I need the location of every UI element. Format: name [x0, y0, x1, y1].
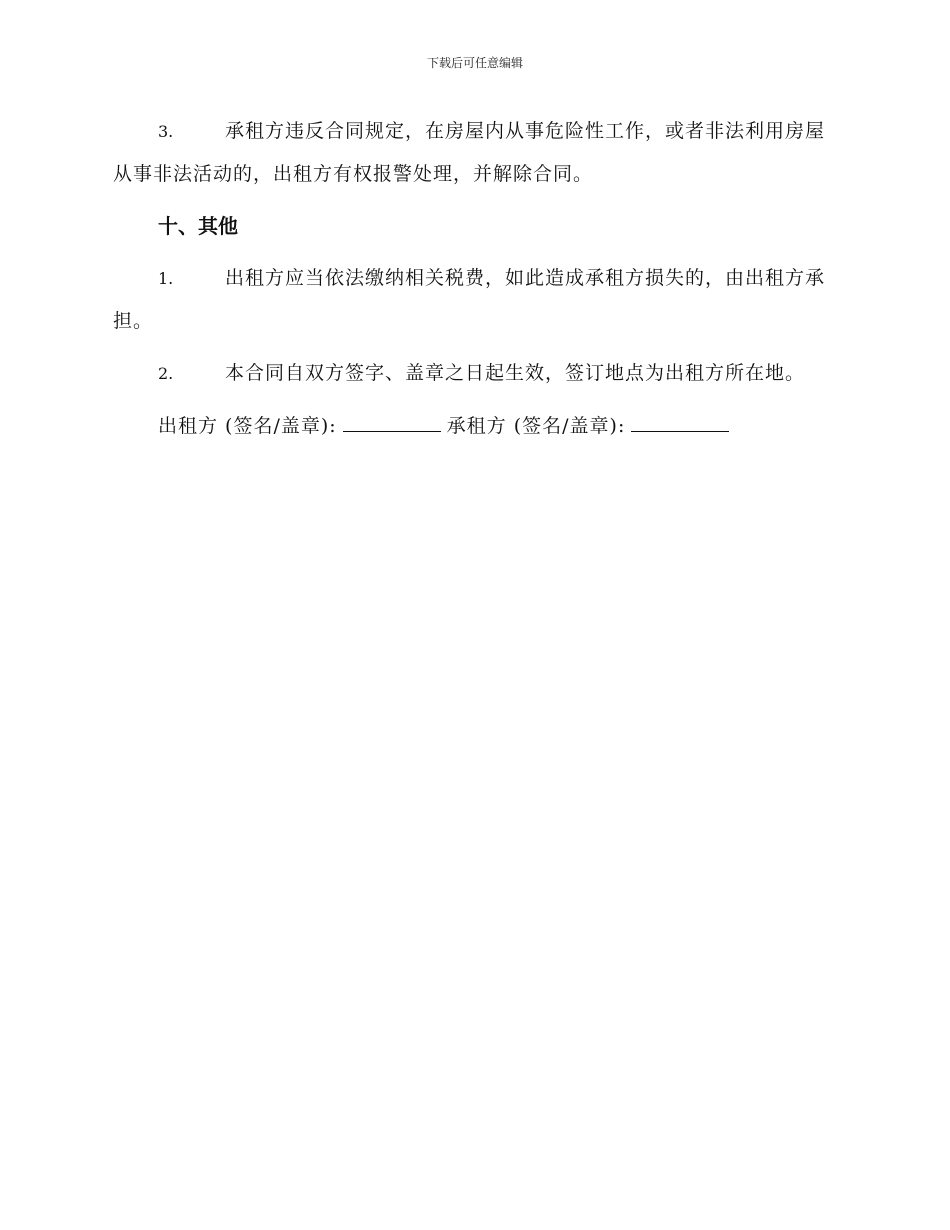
- clause-3: [113, 110, 833, 195]
- lessee-signature-blank: [631, 411, 729, 432]
- clause-text: 本合同自双方签字、盖章之日起生效，签订地点为出租方所在地。: [225, 362, 806, 384]
- clause-number: 1.: [158, 269, 174, 288]
- clause-text: 出租方应当依法缴纳相关税费，如此造成承租方损失的，由出租方承担。: [113, 267, 826, 332]
- section-title: 十、其他: [158, 214, 238, 238]
- clause-number: 2.: [158, 364, 174, 383]
- page-header: 下载后可任意编辑: [426, 56, 523, 70]
- clause-2: [113, 352, 833, 395]
- clause-1: [113, 257, 833, 342]
- signature-line: [113, 405, 833, 447]
- document-body: [113, 110, 833, 447]
- clause-text: 承租方违反合同规定，在房屋内从事危险性工作，或者非法利用房屋从事非法活动的，出租方有权报警处理，并解除合同。: [113, 120, 826, 185]
- lessor-signature-blank: [343, 411, 441, 432]
- clause-number: 3.: [158, 122, 174, 141]
- lessee-signature-label: 承租方 (签名/盖章):: [446, 415, 626, 437]
- lessor-signature-label: 出租方 (签名/盖章):: [158, 415, 337, 437]
